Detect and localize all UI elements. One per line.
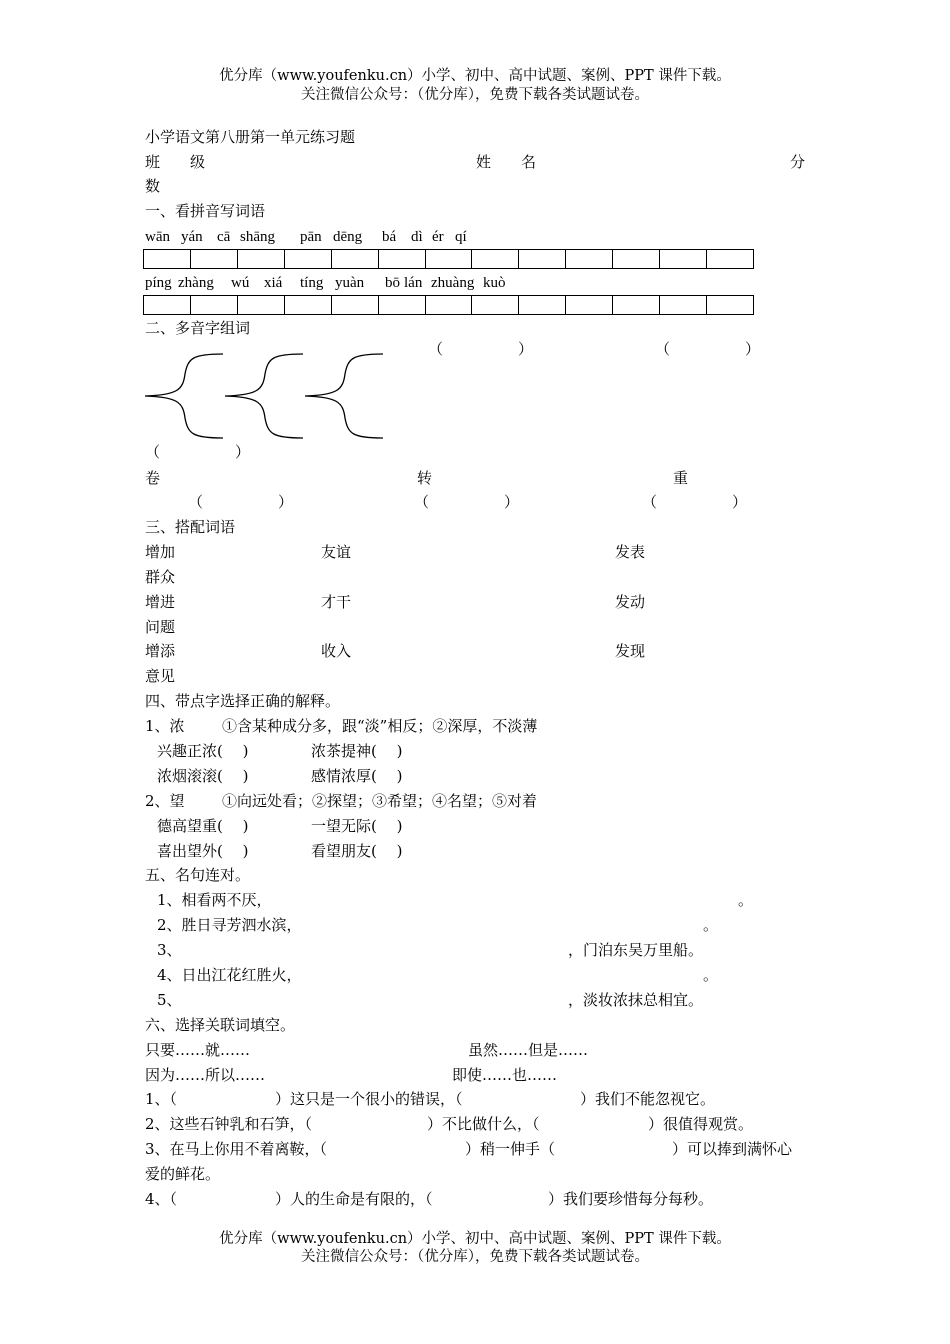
polyphone-char: 卷 xyxy=(145,469,161,487)
conjunction-option: 虽然……但是…… xyxy=(468,1041,589,1059)
header-line-2: 关注微信公众号：（优分库），免费下载各类试题试卷。 xyxy=(301,87,649,103)
blank-paren[interactable]: （ ） xyxy=(188,493,294,511)
choice-item[interactable]: 浓烟滚滚( ) xyxy=(157,767,249,785)
pinyin: kuò xyxy=(483,275,506,291)
poem-line-right: ，门泊东吴万里船。 xyxy=(568,941,704,959)
match-word: 发动 xyxy=(615,593,646,611)
pinyin: wān xyxy=(145,229,170,245)
choice-item[interactable]: 一望无际( ) xyxy=(311,817,403,835)
name-label: 姓 名 xyxy=(476,153,537,171)
pinyin: yuàn xyxy=(335,275,365,291)
blank-paren[interactable]: （ ） xyxy=(414,493,520,511)
section2-heading: 二、多音字组词 xyxy=(145,319,251,337)
fill-q2-b: ）不比做什么，（ xyxy=(427,1115,540,1133)
match-word: 增添 xyxy=(145,642,176,660)
fill-q4-a: 4、（ xyxy=(145,1190,178,1208)
match-word: 问题 xyxy=(145,618,176,636)
fill-q1-c: ）我们不能忽视它。 xyxy=(580,1090,716,1108)
footer-line-2: 关注微信公众号：（优分库），免费下载各类试题试卷。 xyxy=(301,1249,649,1265)
fill-q2-c: ）很值得观赏。 xyxy=(648,1115,754,1133)
blank-paren[interactable]: （ ） xyxy=(642,493,748,511)
poem-line-left: 2、胜日寻芳泗水滨， xyxy=(157,916,302,934)
match-word: 发表 xyxy=(615,543,646,561)
match-word: 才干 xyxy=(321,593,352,611)
q1-label: 1、浓 xyxy=(145,717,185,735)
pinyin: pān xyxy=(300,229,322,245)
conjunction-option: 因为……所以…… xyxy=(145,1066,266,1084)
fill-q1-a: 1、（ xyxy=(145,1090,178,1108)
section4-heading: 四、带点字选择正确的解释。 xyxy=(145,692,341,710)
match-word: 发现 xyxy=(615,642,646,660)
brace-group xyxy=(143,352,388,440)
q2-label: 2、望 xyxy=(145,792,185,810)
footer-line-1: 优分库（www.youfenku.cn）小学、初中、高中试题、案例、PPT 课件下载。 xyxy=(219,1231,731,1247)
writing-grid-1[interactable] xyxy=(143,249,754,269)
match-word: 增进 xyxy=(145,593,176,611)
class-label: 班 级 xyxy=(145,153,206,171)
pinyin: dì xyxy=(411,229,423,245)
polyphone-char: 重 xyxy=(673,469,689,487)
pinyin: píng xyxy=(145,275,172,291)
fill-q3-b: ）稍一伸手（ xyxy=(465,1140,556,1158)
page-title: 小学语文第八册第一单元练习题 xyxy=(145,128,356,146)
fill-q4-b: ）人的生命是有限的，（ xyxy=(275,1190,433,1208)
pinyin: dēng xyxy=(333,229,363,245)
score-label: 分 xyxy=(790,153,806,171)
match-word: 收入 xyxy=(321,642,352,660)
poem-line-right: 。 xyxy=(738,891,754,909)
pinyin: bō xyxy=(385,275,400,291)
pinyin: zhàng xyxy=(178,275,214,291)
pinyin: tíng xyxy=(300,275,324,291)
fill-q4-c: ）我们要珍惜每分每秒。 xyxy=(548,1190,714,1208)
choice-item[interactable]: 喜出望外( ) xyxy=(157,842,249,860)
blank-paren[interactable]: （ ） xyxy=(428,340,534,358)
choice-item[interactable]: 兴趣正浓( ) xyxy=(157,742,249,760)
poem-line-left: 3、 xyxy=(157,941,182,959)
blank-paren[interactable]: （ ） xyxy=(145,443,251,461)
poem-line-right: ，淡妆浓抹总相宜。 xyxy=(568,991,704,1009)
poem-line-right: 。 xyxy=(703,916,719,934)
brace-1 xyxy=(145,354,223,438)
q1-meanings: ①含某种成分多，跟“淡”相反；②深厚，不淡薄 xyxy=(222,717,538,735)
pinyin: ér xyxy=(432,229,444,245)
poem-line-left: 1、相看两不厌， xyxy=(157,891,272,909)
conjunction-option: 即使……也…… xyxy=(452,1066,558,1084)
pinyin: lán xyxy=(404,275,423,291)
pinyin: zhuàng xyxy=(431,275,475,291)
q2-meanings: ①向远处看；②探望；③希望；④名望；⑤对着 xyxy=(222,792,538,810)
choice-item[interactable]: 德高望重( ) xyxy=(157,817,249,835)
brace-3 xyxy=(305,354,383,438)
blank-paren[interactable]: （ ） xyxy=(655,340,761,358)
pinyin: wú xyxy=(231,275,250,291)
pinyin: cā xyxy=(217,229,231,245)
header-line-1: 优分库（www.youfenku.cn）小学、初中、高中试题、案例、PPT 课件下载。 xyxy=(219,68,731,84)
section3-heading: 三、搭配词语 xyxy=(145,518,236,536)
pinyin: xiá xyxy=(264,275,283,291)
poem-line-left: 5、 xyxy=(157,991,182,1009)
fill-q1-b: ）这只是一个很小的错误，（ xyxy=(275,1090,463,1108)
pinyin: bá xyxy=(382,229,397,245)
fill-q3-d: 爱的鲜花。 xyxy=(145,1165,221,1183)
pinyin: qí xyxy=(455,229,467,245)
polyphone-char: 转 xyxy=(417,469,433,487)
score-label-cont: 数 xyxy=(145,177,161,195)
choice-item[interactable]: 浓茶提神( ) xyxy=(311,742,403,760)
choice-item[interactable]: 看望朋友( ) xyxy=(311,842,403,860)
fill-q2-a: 2、这些石钟乳和石笋，（ xyxy=(145,1115,313,1133)
match-word: 意见 xyxy=(145,667,176,685)
choice-item[interactable]: 感情浓厚( ) xyxy=(311,767,403,785)
section1-heading: 一、看拼音写词语 xyxy=(145,202,266,220)
brace-2 xyxy=(225,354,303,438)
match-word: 友谊 xyxy=(321,543,352,561)
poem-line-left: 4、日出江花红胜火， xyxy=(157,966,302,984)
section5-heading: 五、名句连对。 xyxy=(145,866,251,884)
conjunction-option: 只要……就…… xyxy=(145,1041,251,1059)
fill-q3-a: 3、在马上你用不着离鞍，（ xyxy=(145,1140,328,1158)
fill-q3-c: ）可以捧到满怀心 xyxy=(672,1140,793,1158)
match-word: 增加 xyxy=(145,543,176,561)
poem-line-right: 。 xyxy=(703,966,719,984)
section6-heading: 六、选择关联词填空。 xyxy=(145,1016,296,1034)
match-word: 群众 xyxy=(145,568,176,586)
pinyin: shāng xyxy=(240,229,275,245)
writing-grid-2[interactable] xyxy=(143,295,754,315)
pinyin: yán xyxy=(181,229,203,245)
